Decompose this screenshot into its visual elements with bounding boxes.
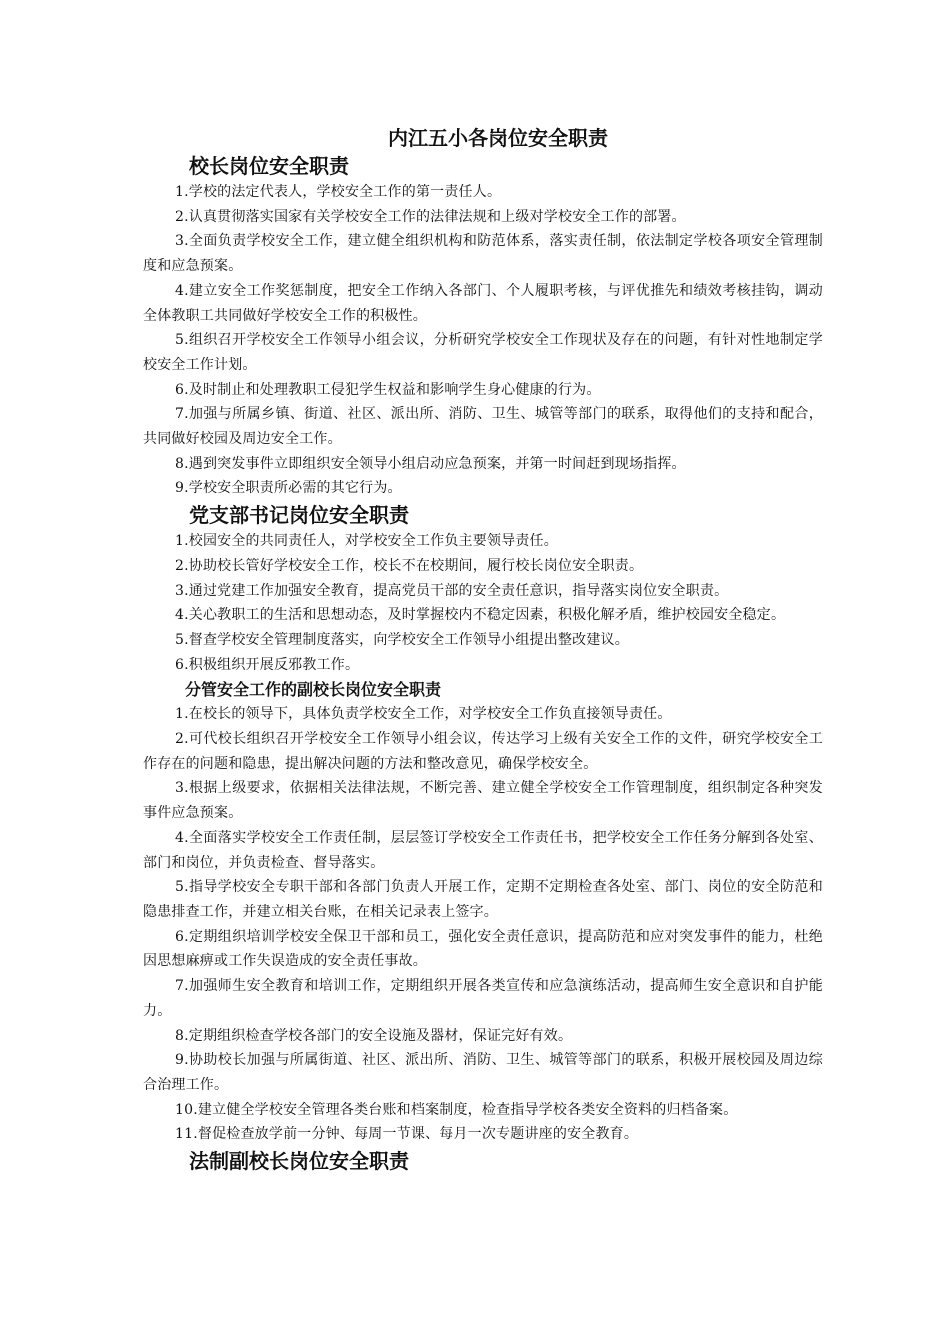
paragraph: 3.通过党建工作加强安全教育，提高党员干部的安全责任意识，指导落实岗位安全职责。 (175, 582, 729, 599)
paragraph: 10.建立健全学校安全管理各类台账和档案制度，检查指导学校各类安全资料的归档备案。 (175, 1101, 738, 1118)
paragraph: 11.督促检查放学前一分钟、每周一节课、每月一次专题讲座的安全教育。 (175, 1126, 639, 1143)
section-heading-party-secretary: 党支部书记岗位安全职责 (189, 503, 409, 528)
paragraph: 3.根据上级要求，依据相关法律法规，不断完善、建立健全学校安全工作管理制度，组织制定各种突发事件应急预案。 (143, 780, 823, 822)
paragraph: 6.定期组织培训学校安全保卫干部和员工，强化安全责任意识，提高防范和应对突发事件的能力，杜绝因思想麻痹或工作失误造成的安全责任事故。 (143, 928, 823, 970)
paragraph: 1.在校长的领导下，具体负责学校安全工作，对学校安全工作负直接领导责任。 (175, 706, 672, 723)
paragraph: 6.积极组织开展反邪教工作。 (175, 656, 360, 673)
paragraph: 9.协助校长加强与所属街道、社区、派出所、消防、卫生、城管等部门的联系，积极开展校园及周边综合治理工作。 (143, 1052, 823, 1093)
document-title: 内江五小各岗位安全职责 (388, 126, 608, 150)
section-heading-principal: 校长岗位安全职责 (189, 154, 349, 178)
document-page (143, 124, 823, 1175)
paragraph: 5.督查学校安全管理制度落实，向学校安全工作领导小组提出整改建议。 (175, 631, 629, 648)
paragraph: 1.校园安全的共同责任人，对学校安全工作负主要领导责任。 (175, 533, 558, 550)
paragraph: 5.指导学校安全专职干部和各部门负责人开展工作，定期不定期检查各处室、部门、岗位的安全防范和隐患排查工作，并建立相关台账，在相关记录表上签字。 (143, 879, 823, 920)
paragraph: 2.可代校长组织召开学校安全工作领导小组会议，传达学习上级有关安全工作的文件，研究学校安全工作存在的问题和隐患，提出解决问题的方法和整改意见，确保学校安全。 (143, 731, 823, 772)
paragraph: 2.认真贯彻落实国家有关学校安全工作的法律法规和上级对学校安全工作的部署。 (175, 208, 686, 225)
paragraph: 6.及时制止和处理教职工侵犯学生权益和影响学生身心健康的行为。 (175, 381, 601, 398)
paragraph: 4.全面落实学校安全工作责任制，层层签订学校安全工作责任书，把学校安全工作任务分解到各处室、部门和岗位，并负责检查、督导落实。 (143, 829, 823, 871)
paragraph: 9.学校安全职责所必需的其它行为。 (175, 480, 402, 497)
paragraph: 8.定期组织检查学校各部门的安全设施及器材，保证完好有效。 (175, 1027, 573, 1044)
paragraph: 5.组织召开学校安全工作领导小组会议，分析研究学校安全工作现状及存在的问题，有针对性地制定学校安全工作计划。 (143, 332, 823, 373)
paragraph: 4.建立安全工作奖惩制度，把安全工作纳入各部门、个人履职考核，与评优推先和绩效考核挂钩，调动全体教职工共同做好学校安全工作的积极性。 (143, 282, 823, 324)
paragraph: 3.全面负责学校安全工作，建立健全组织机构和防范体系，落实责任制，依法制定学校各项安全管理制度和应急预案。 (143, 233, 823, 275)
paragraph: 8.遇到突发事件立即组织安全领导小组启动应急预案，并第一时间赶到现场指挥。 (175, 455, 686, 472)
paragraph: 2.协助校长管好学校安全工作，校长不在校期间，履行校长岗位安全职责。 (175, 557, 644, 574)
section-heading-legal-vice-principal: 法制副校长岗位安全职责 (189, 1149, 409, 1174)
section-heading-vice-principal-safety: 分管安全工作的副校长岗位安全职责 (185, 680, 442, 700)
paragraph: 7.加强师生安全教育和培训工作，定期组织开展各类宣传和应急演练活动，提高师生安全意识和自护能力。 (143, 978, 823, 1019)
paragraph: 7.加强与所属乡镇、街道、社区、派出所、消防、卫生、城管等部门的联系，取得他们的支持和配合，共同做好校园及周边安全工作。 (143, 406, 823, 448)
paragraph: 1.学校的法定代表人，学校安全工作的第一责任人。 (175, 184, 502, 200)
paragraph: 4.关心教职工的生活和思想动态，及时掌握校内不稳定因素，积极化解矛盾，维护校园安全稳定。 (175, 607, 786, 624)
